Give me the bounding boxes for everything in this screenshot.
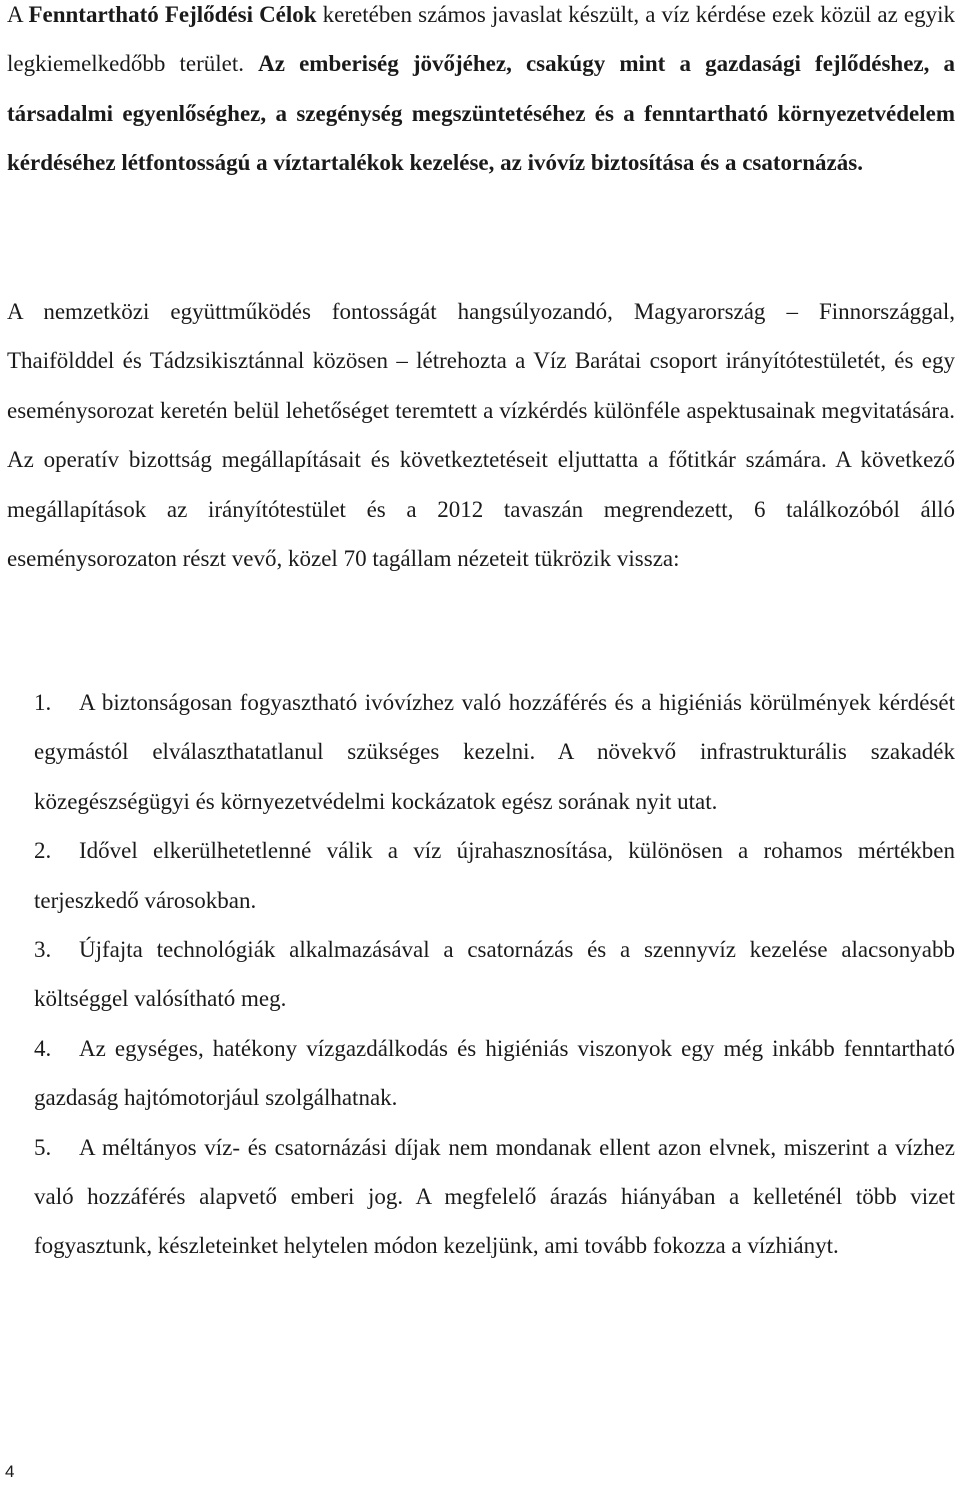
list-text: A méltányos víz- és csatornázási díjak nem mondanak ellent azon elvnek, miszerint a vízhez való hozzáférés alapvető emberi jog. A megfelelő árazás hiányában a kelleténél több vizet fogyasztunk, készleteinket helytelen módon kezeljünk, ami tovább fokozza a vízhiányt. [34, 1134, 955, 1259]
findings-list [34, 678, 955, 1271]
list-text: Az egységes, hatékony vízgazdálkodás és higiéniás viszonyok egy még inkább fenntartható gazdaság hajtómotorjául szolgálhatnak. [34, 1035, 955, 1111]
list-text: Idővel elkerülhetetlenné válik a víz újrahasznosítása, különösen a rohamos mértékben terjeszkedő városokban. [34, 838, 955, 913]
cooperation-paragraph: A nemzetközi együttműködés fontosságát hangsúlyozandó, Magyarország – Finnországgal, Thaifölddel és Tádzsikisztánnal közösen – létrehozta a Víz Barátai csoport irányítótestületét, és egy eseménysorozat keretén belül lehetőséget teremtett a vízkérdés különféle aspektusainak megvitatására. Az operatív bizottság megállapításait és következtetéseit eljuttatta a főtitkár számára. A következő megállapítások az irányítótestület és a 2012 tavaszán megrendezett, 6 találkozóból álló eseménysorozaton részt vevő, közel 70 tagállam nézeteit tükrözik vissza: [7, 299, 955, 572]
list-number: 2. [34, 838, 52, 864]
list-item [34, 1024, 955, 1123]
list-number: 4. [34, 1035, 52, 1061]
intro-text-rest: keretében számos javaslat készült, a víz kérdése ezek közül az egyik legkiemelkedőbb terület. [7, 2, 956, 77]
list-item [34, 925, 955, 1024]
list-item [34, 826, 955, 925]
intro-text-start: A [7, 2, 29, 27]
list-number: 5. [34, 1134, 52, 1160]
list-number: 3. [34, 937, 52, 963]
list-item [34, 678, 955, 826]
list-number: 1. [34, 690, 52, 715]
list-item [34, 1123, 955, 1271]
key-statement: Az emberiség jövőjéhez, csakúgy mint a gazdasági fejlődéshez, a társadalmi egyenlőséghez, a szegénység megszüntetéséhez és a fenntartható környezetvédelem kérdéséhez létfontosságú a víztartalékok kezelése, az ivóvíz biztosítása és a csatornázás. [7, 51, 955, 176]
page-number: 4 [5, 1462, 15, 1481]
list-text: A biztonságosan fogyasztható ivóvízhez való hozzáférés és a higiéniás körülmények kérdését egymástól elválaszthatatlanul szükséges kezelni. A növekvő infrastrukturális szakadék közegészségügyi és környezetvédelmi kockázatok egész sorának nyit utat. [34, 690, 955, 814]
list-text: Újfajta technológiák alkalmazásával a csatornázás és a szennyvíz kezelése alacsonyabb költséggel valósítható meg. [34, 937, 955, 1012]
sdg-term: Fenntartható Fejlődési Célok [28, 2, 317, 27]
intro-paragraph [7, 0, 955, 188]
